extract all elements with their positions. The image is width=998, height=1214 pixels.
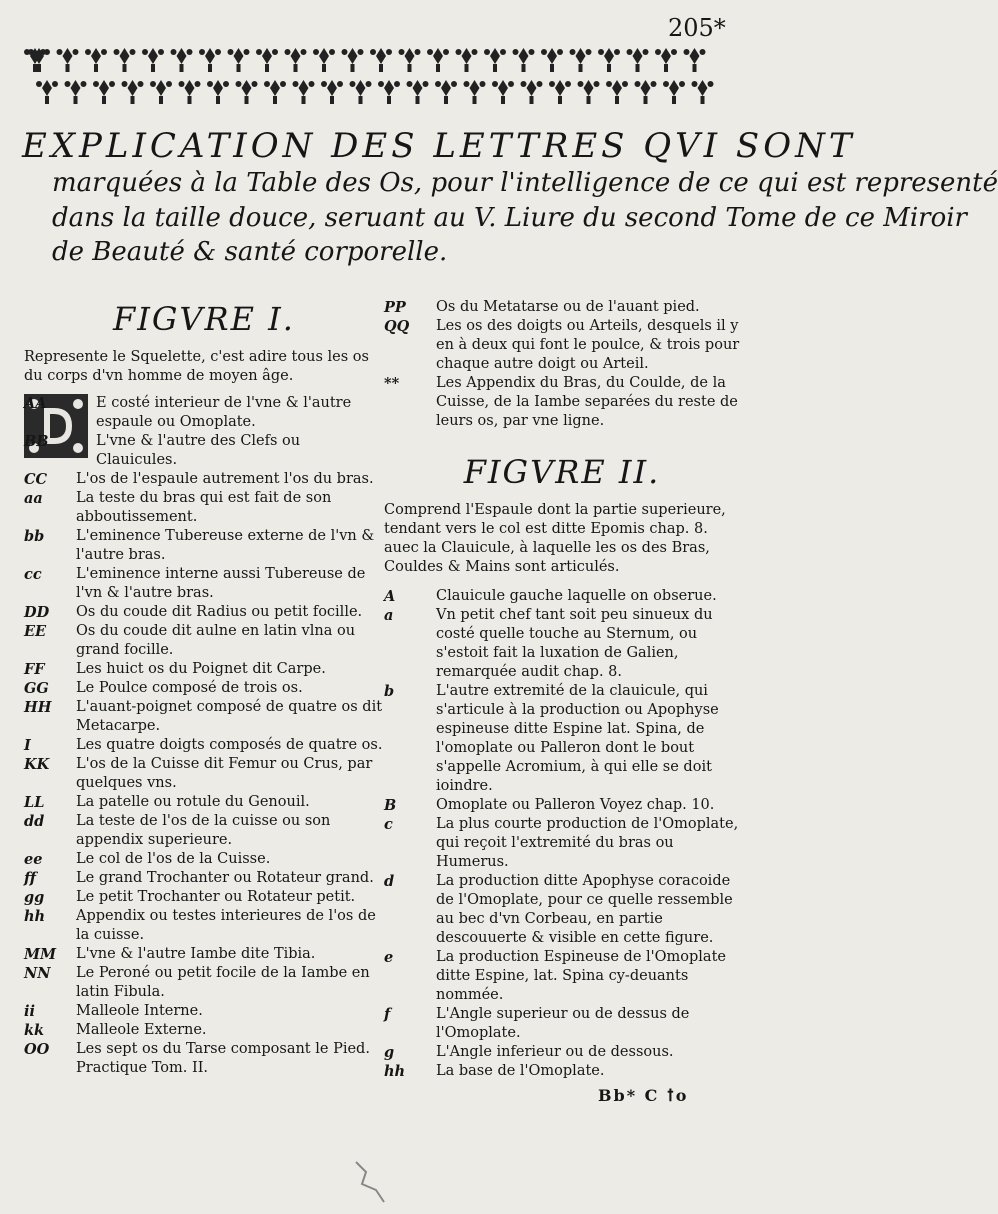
entry-key: GG	[24, 680, 49, 697]
entry-row	[384, 815, 740, 872]
entry-text: La base de l'Omoplate.	[436, 1063, 605, 1079]
entry-row	[384, 374, 740, 431]
figure-1-intro: Represente le Squelette, c'est adire tous les os du corps d'vn homme de moyen âge.	[24, 349, 369, 384]
entry-row	[384, 948, 740, 1005]
entry-row	[24, 1002, 384, 1021]
entry-row	[384, 298, 740, 317]
entry-row	[384, 1062, 740, 1081]
entry-key: gg	[24, 889, 45, 906]
entry-row	[384, 682, 740, 796]
entry-row	[24, 869, 384, 888]
entry-row	[24, 660, 384, 679]
entry-row	[24, 432, 384, 470]
entry-text: Vn petit chef tant soit peu sinueux du costé quelle touche au Sternum, ou s'estoit fait la luxation de Galien, remarquée audit chap. 8.	[436, 607, 713, 680]
entry-text: Le Poulce composé de trois os.	[76, 680, 303, 696]
entry-key: **	[384, 375, 400, 392]
entry-text: La teste du bras qui est fait de son abboutissement.	[76, 490, 332, 525]
entry-row	[384, 1005, 740, 1043]
subtitle-line-3: de Beauté & santé corporelle.	[52, 237, 448, 267]
entry-text: L'eminence Tubereuse externe de l'vn & l'autre bras.	[76, 528, 375, 563]
entry-key: ee	[24, 851, 43, 868]
entry-text: Appendix ou testes interieures de l'os de la cuisse.	[76, 908, 376, 943]
entry-row	[24, 812, 384, 850]
entry-text: Malleole Externe.	[76, 1022, 207, 1038]
entry-text: Les Appendix du Bras, du Coulde, de la Cuisse, de la Iambe separées du reste de leurs os, par vne ligne.	[436, 375, 738, 429]
entry-key: AA	[24, 395, 47, 412]
entry-key: hh	[24, 908, 46, 925]
entry-text: Le petit Trochanter ou Rotateur petit.	[76, 889, 356, 905]
subtitle-line-2: dans la taille douce, seruant au V. Liure du second Tome de ce Miroir	[52, 203, 967, 233]
entry-row	[24, 736, 384, 755]
entry-row	[24, 394, 384, 432]
figure-2-intro: Comprend l'Espaule dont la partie superieure, tendant vers le col est ditte Epomis chap. 8. auec la Clauicule, à laquelle les os des Bras, Couldes & Mains sont articulés.	[384, 502, 726, 575]
entry-row	[24, 850, 384, 869]
entry-row	[24, 470, 384, 489]
entry-key: DD	[24, 604, 50, 621]
paper-stain-mark	[350, 1156, 390, 1206]
entry-key: a	[384, 607, 394, 624]
figure-2-entry-list	[384, 587, 740, 1081]
entry-row	[24, 793, 384, 812]
fleuron-border-ornament	[20, 46, 720, 112]
entry-row	[24, 945, 384, 964]
entry-key: bb	[24, 528, 45, 545]
entry-key: A	[384, 588, 396, 605]
entry-text: La plus courte production de l'Omoplate, qui reçoit l'extremité du bras ou Humerus.	[436, 816, 739, 870]
entry-text: L'vne & l'autre des Clefs ou Clauicules.	[96, 433, 301, 468]
entry-row	[384, 872, 740, 948]
entry-key: b	[384, 683, 395, 700]
page-title: EXPLICATION DES LETTRES QVI SONT	[22, 126, 856, 166]
entry-key: ff	[24, 870, 36, 887]
entry-row	[384, 606, 740, 682]
entry-text: Les quatre doigts composés de quatre os.	[76, 737, 383, 753]
entry-text: La production Espineuse de l'Omoplate ditte Espine, lat. Spina cy-deuants nommée.	[436, 949, 726, 1003]
entry-key: aa	[24, 490, 43, 507]
entry-text: Le col de l'os de la Cuisse.	[76, 851, 271, 867]
entry-row	[24, 698, 384, 736]
entry-text: L'autre extremité de la clauicule, qui s'articule à la production ou Apophyse espineuse ditte Espine lat. Spina, de l'omoplate ou Palleron dont le bout s'appelle Acromium, à qui elle se doit ioindre.	[436, 683, 719, 794]
entry-key: OO	[24, 1041, 50, 1058]
entry-row	[24, 755, 384, 793]
entry-text: Les os des doigts ou Arteils, desquels il y en à deux qui font le poulce, & trois pour chaque autre doigt ou Arteil.	[436, 318, 740, 372]
entry-key: HH	[24, 699, 52, 716]
entry-row	[24, 964, 384, 1002]
entry-text: La patelle ou rotule du Genouil.	[76, 794, 310, 810]
entry-key: B	[384, 797, 397, 814]
entry-key: kk	[24, 1022, 45, 1039]
figure-2-heading: FIGVRE II.	[463, 453, 661, 491]
entry-text: L'os de l'espaule autrement l'os du bras.	[76, 471, 374, 487]
entry-key: PP	[384, 299, 406, 316]
entry-text: Les huict os du Poignet dit Carpe.	[76, 661, 326, 677]
entry-key: ii	[24, 1003, 36, 1020]
entry-row	[24, 1021, 384, 1040]
entry-row	[24, 888, 384, 907]
entry-row	[24, 1040, 384, 1078]
entry-key: NN	[24, 965, 51, 982]
entry-key: BB	[24, 433, 49, 450]
entry-key: e	[384, 949, 394, 966]
subtitle-line-1: marquées à la Table des Os, pour l'intelligence de ce qui est representé	[52, 168, 998, 198]
entry-text: Le Peroné ou petit focile de la Iambe en latin Fibula.	[76, 965, 370, 1000]
entry-text: Omoplate ou Palleron Voyez chap. 10.	[436, 797, 715, 813]
page-number: 205*	[668, 14, 726, 42]
entry-key: f	[384, 1006, 391, 1023]
right-column	[384, 298, 740, 1081]
entry-text: L'eminence interne aussi Tubereuse de l'vn & l'autre bras.	[76, 566, 366, 601]
entry-text: Le grand Trochanter ou Rotateur grand.	[76, 870, 374, 886]
entry-text: La production ditte Apophyse coracoide de l'Omoplate, pour ce quelle ressemble au bec d'vn Corbeau, en partie descouuerte & visible en cette figure.	[436, 873, 733, 946]
entry-key: d	[384, 873, 395, 890]
entry-text: La teste de l'os de la cuisse ou son appendix superieure.	[76, 813, 331, 848]
entry-key: I	[24, 737, 31, 754]
entry-text: E costé interieur de l'vne & l'autre espaule ou Omoplate.	[96, 395, 352, 430]
entry-row	[384, 796, 740, 815]
entry-text: Os du coude dit aulne en latin vlna ou grand focille.	[76, 623, 356, 658]
figure-1-heading: FIGVRE I.	[113, 300, 295, 338]
right-top-entry-list	[384, 298, 740, 431]
entry-row	[24, 603, 384, 622]
entry-row	[384, 1043, 740, 1062]
entry-text: Os du coude dit Radius ou petit focille.	[76, 604, 363, 620]
entry-text: L'auant-poignet composé de quatre os dit Metacarpe.	[76, 699, 383, 734]
figure-1-column	[24, 300, 384, 1078]
entry-row	[384, 587, 740, 606]
entry-key: c	[384, 816, 393, 833]
entry-text: Clauicule gauche laquelle on obserue.	[436, 588, 717, 604]
entry-text: Les sept os du Tarse composant le Pied. Practique Tom. II.	[76, 1041, 370, 1076]
entry-row	[24, 489, 384, 527]
entry-key: cc	[24, 566, 42, 583]
entry-key: KK	[24, 756, 50, 773]
signature-mark: Bb* C ꝉo	[598, 1086, 689, 1105]
entry-text: L'vne & l'autre Iambe dite Tibia.	[76, 946, 316, 962]
entry-text: Os du Metatarse ou de l'auant pied.	[436, 299, 700, 315]
entry-row	[24, 622, 384, 660]
entry-key: QQ	[384, 318, 410, 335]
entry-key: dd	[24, 813, 45, 830]
figure-1-entry-list	[24, 394, 384, 1078]
entry-row	[384, 317, 740, 374]
entry-key: EE	[24, 623, 47, 640]
entry-text: L'Angle inferieur ou de dessous.	[436, 1044, 674, 1060]
entry-row	[24, 565, 384, 603]
entry-key: FF	[24, 661, 45, 678]
entry-text: Malleole Interne.	[76, 1003, 203, 1019]
entry-key: MM	[24, 946, 57, 963]
entry-text: L'Angle superieur ou de dessus de l'Omoplate.	[436, 1006, 690, 1041]
entry-key: hh	[384, 1063, 406, 1080]
entry-row	[24, 527, 384, 565]
entry-row	[24, 907, 384, 945]
entry-text: L'os de la Cuisse dit Femur ou Crus, par quelques vns.	[76, 756, 373, 791]
entry-row	[24, 679, 384, 698]
entry-key: CC	[24, 471, 48, 488]
entry-key: g	[384, 1044, 395, 1061]
entry-key: LL	[24, 794, 45, 811]
